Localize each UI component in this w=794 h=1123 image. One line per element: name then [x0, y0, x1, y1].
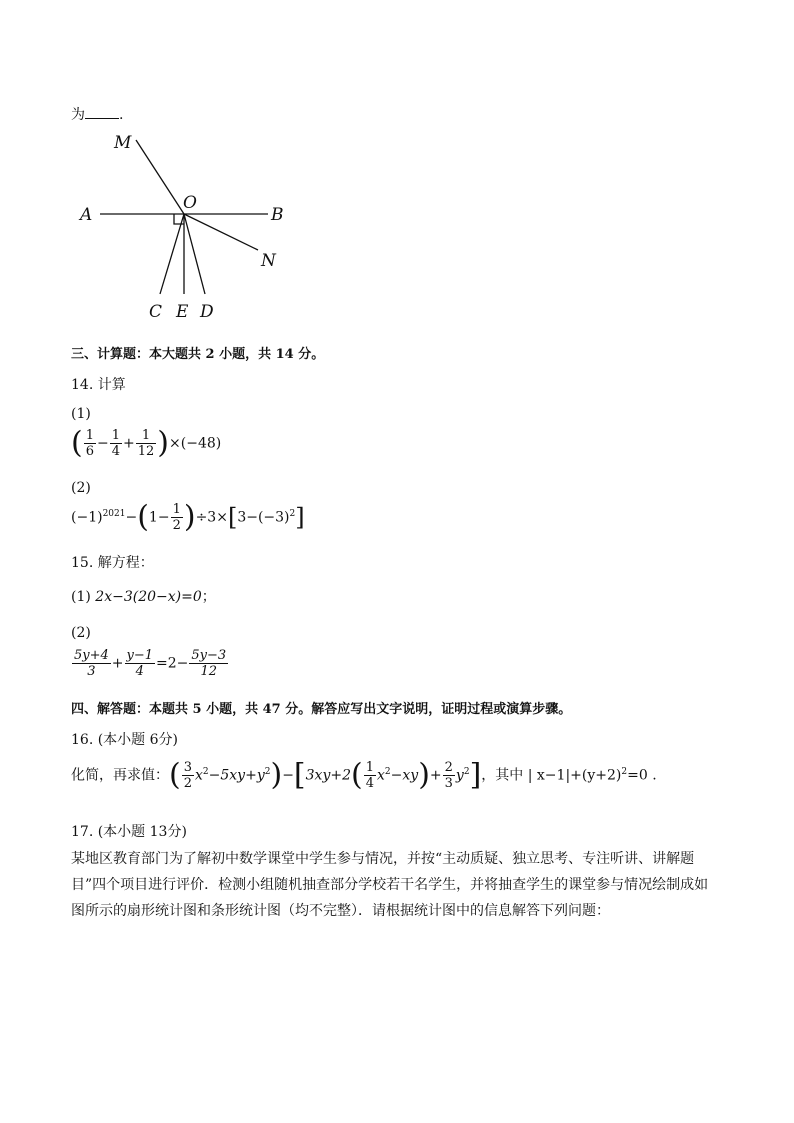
ray-ON — [184, 214, 258, 250]
q15-part2-label: (2) — [71, 625, 91, 641]
q13-tail — [71, 104, 123, 124]
fraction: $\frac{1}{12}$ — [137, 428, 155, 459]
fraction: $\frac{1}{4}$ — [365, 760, 374, 791]
q15-title: 15. 解方程： — [71, 555, 154, 571]
q16-expr: 化简，再求值：( $\frac{3}{2}$ $x^2-5xy+y^2)-[3xy+2$( $\frac{1}{4}$ $x^2-xy)+$ $\frac{2}{3}$ $y^2$]，其中 | $x-1|+(y+2)^2=0$ . — [71, 757, 657, 793]
label-M: M — [114, 133, 132, 153]
answer-blank — [85, 104, 119, 119]
q14-part1-label: (1) — [71, 406, 91, 422]
q15-part2-expr: $\frac{5y+4}{3}$ + $\frac{y-1}{4}$ =2− $\frac{5y-3}{12}$ — [74, 648, 227, 679]
label-E: E — [176, 302, 189, 322]
label-A: A — [80, 205, 93, 225]
label-D: D — [200, 302, 214, 322]
fraction: $\frac{1}{2}$ — [172, 502, 181, 533]
q14-title: 14. 计算 — [71, 377, 126, 393]
ray-OM — [136, 140, 184, 214]
label-O: O — [183, 193, 197, 213]
label-B: B — [271, 205, 284, 225]
q17-title: 17. (本小题 13分) — [71, 824, 187, 840]
fraction: $\frac{1}{6}$ — [85, 428, 94, 459]
q16-title: 16. (本小题 6分) — [71, 732, 178, 748]
label-N: N — [261, 251, 276, 271]
section3-heading: 三、计算题：本大题共 2 小题，共 14 分。 — [71, 347, 325, 362]
label-C: C — [149, 302, 163, 322]
q13-suffix: . — [119, 107, 124, 123]
section4-heading: 四、解答题：本题共 5 小题，共 47 分。解答应写出文字说明，证明过程或演算步骤。 — [71, 702, 572, 717]
q17-body: 某地区教育部门为了解初中数学课堂中学生参与情况，并按“主动质疑、独立思考、专注听讲、讲解题目”四个项目进行评价．检测小组随机抽查部分学校若干名学生，并将抽查学生的课堂参与情况绘制成如图所示的扇形统计图和条形统计图（均不完整）．请根据统计图中的信息解答下列问题： — [71, 851, 709, 919]
q14-part1-expr: ( $\frac{1}{6}$ − $\frac{1}{4}$ + $\frac{1}{12}$ )×(−48) — [71, 425, 222, 461]
q14-part2-expr: $(-1)^{2021}-(1-$ $\frac{1}{2}$ )$\div 3\times[3-(-3)^2]$ — [71, 499, 305, 535]
q13-prefix: 为 — [71, 107, 85, 123]
fraction: $\frac{3}{2}$ — [183, 760, 192, 791]
q15-part1: (1) 2x−3(20−x)=0； — [71, 589, 216, 605]
fraction: $\frac{5y+4}{3}$ — [74, 648, 109, 679]
ray-OD — [184, 214, 205, 294]
geometry-figure — [72, 128, 302, 328]
fraction: $\frac{2}{3}$ — [444, 760, 453, 791]
fraction: $\frac{1}{4}$ — [111, 428, 121, 459]
ray-OC — [160, 214, 184, 294]
q14-part2-label: (2) — [71, 480, 91, 496]
fraction: $\frac{y-1}{4}$ — [126, 648, 154, 679]
fraction: $\frac{5y-3}{12}$ — [191, 648, 227, 679]
